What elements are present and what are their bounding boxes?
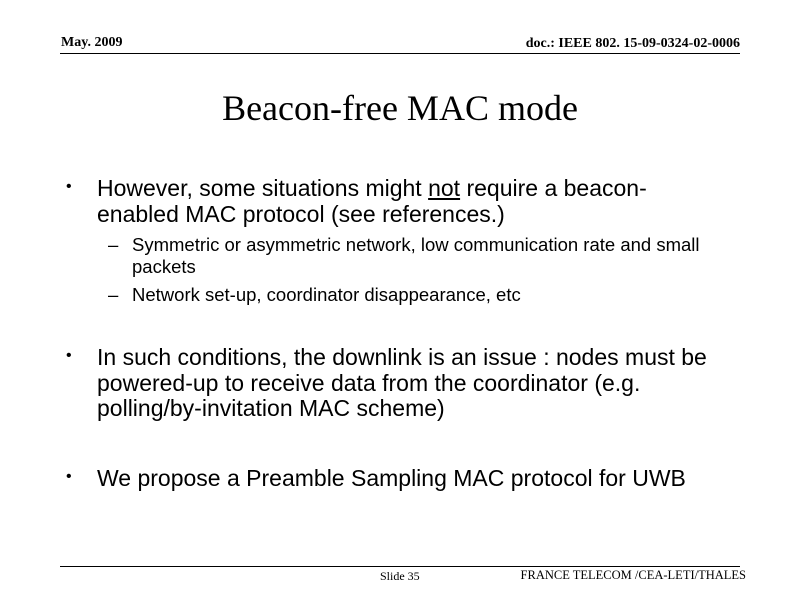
bullet-text-part: require a beacon-enabled MAC protocol (see references.) [97, 175, 647, 227]
sub-bullet-item [108, 284, 728, 306]
dash-icon: – [108, 284, 119, 305]
bullet-text: We propose a Preamble Sampling MAC protocol for UWB [97, 465, 686, 491]
bullet-item [66, 345, 726, 422]
bullet-item [66, 176, 726, 227]
slide-title: Beacon-free MAC mode [222, 88, 578, 128]
bullet-icon: • [66, 178, 72, 195]
footer-divider [60, 566, 740, 567]
bullet-text-part: However, some situations might [97, 175, 429, 201]
header-date: May. 2009 [61, 35, 123, 50]
underlined-word: not [428, 175, 461, 201]
slide-number: Slide 35 [380, 569, 420, 583]
sub-bullet-item [108, 234, 728, 277]
bullet-text [97, 176, 726, 227]
bullet-icon: • [66, 468, 72, 485]
footer-organization: FRANCE TELECOM /CEA-LETI/THALES [520, 568, 746, 582]
sub-bullet-text: Network set-up, coordinator disappearance, etc [132, 284, 521, 305]
bullet-text: In such conditions, the downlink is an issue : nodes must be powered-up to receive data from the coordinator (e.g. polling/by-invitation MAC scheme) [97, 344, 707, 421]
bullet-icon: • [66, 347, 72, 364]
header-divider [60, 53, 740, 54]
header-doc-id: doc.: IEEE 802. 15-09-0324-02-0006 [525, 36, 740, 51]
bullet-item [66, 466, 726, 492]
dash-icon: – [108, 234, 119, 255]
sub-bullet-text: Symmetric or asymmetric network, low communication rate and small packets [132, 234, 700, 277]
